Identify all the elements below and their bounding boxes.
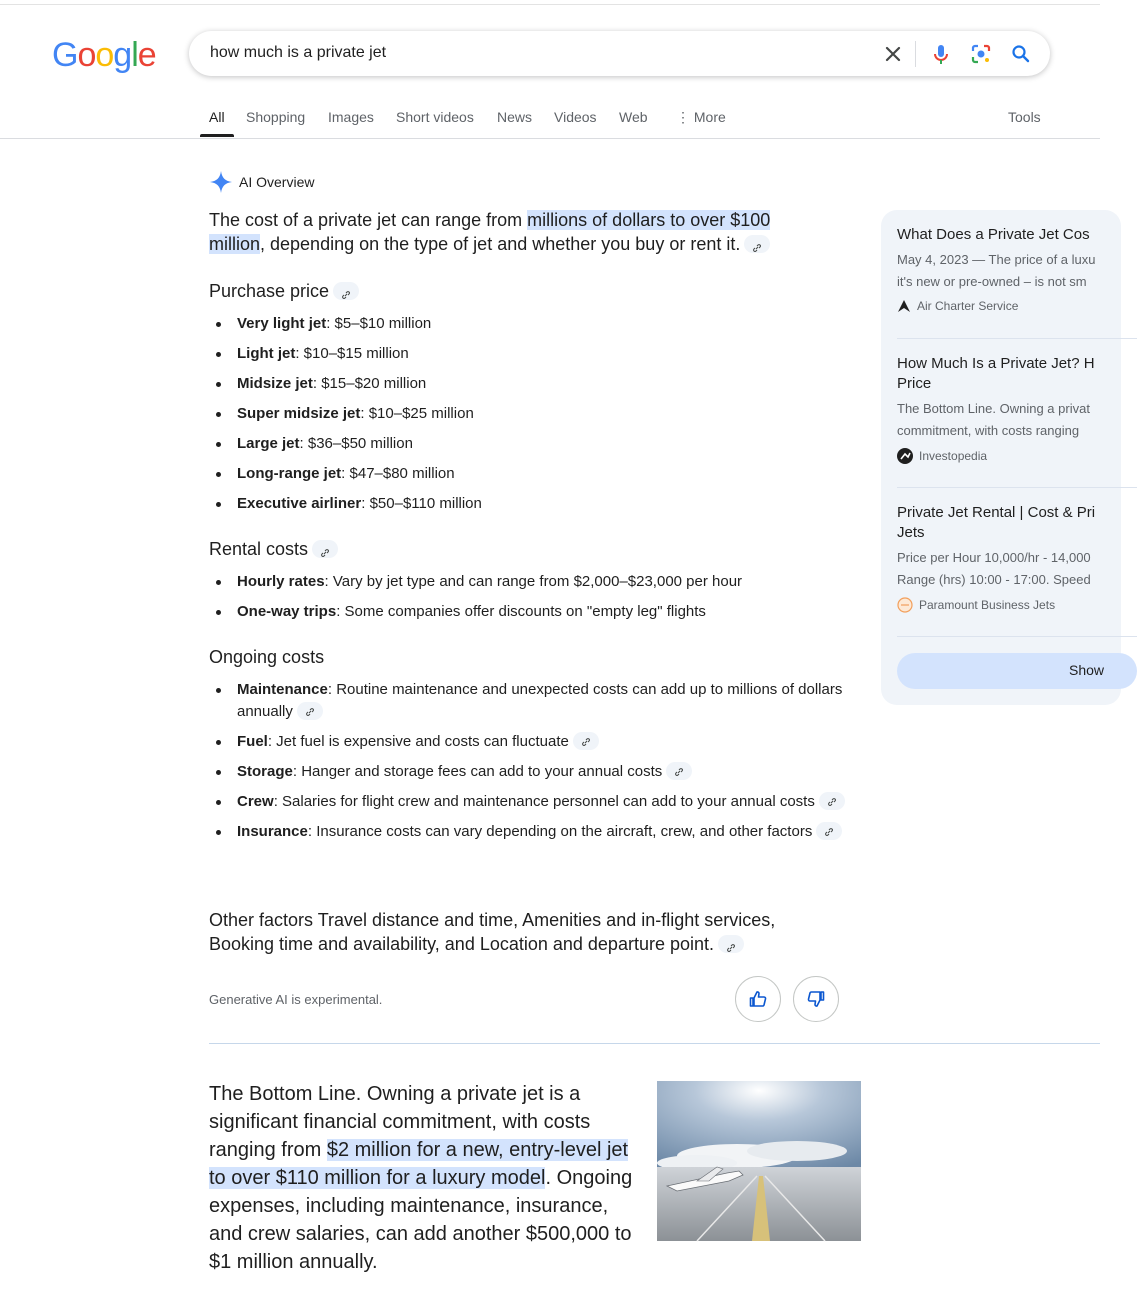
link-icon[interactable] <box>312 540 338 558</box>
source-site-name: Air Charter Service <box>917 299 1019 313</box>
source-title[interactable]: How Much Is a Private Jet? H <box>897 355 1095 372</box>
card-divider <box>897 636 1137 637</box>
ai-overview-body <box>209 208 849 256</box>
card-divider <box>897 338 1137 339</box>
ai-overview-header <box>209 170 314 194</box>
ai-overview-lead <box>209 208 799 256</box>
search-icon[interactable] <box>1007 40 1035 68</box>
purchase-list <box>209 313 849 515</box>
source-snippet: May 4, 2023 — The price of a luxu <box>897 252 1096 267</box>
show-all-label: Show <box>1069 662 1105 678</box>
tab-web[interactable]: Web <box>619 109 648 125</box>
source-site <box>897 299 1137 313</box>
private-jet-image[interactable] <box>657 1081 861 1241</box>
card-divider <box>897 487 1137 488</box>
list-item: Storage: Hanger and storage fees can add to your annual costs <box>237 761 849 783</box>
list-item: Maintenance: Routine maintenance and unexpected costs can add up to millions of dollars annually <box>237 679 849 723</box>
link-icon[interactable] <box>816 822 842 840</box>
tab-more-label: More <box>693 109 726 125</box>
list-item: Long-range jet: $47–$80 million <box>237 463 849 485</box>
tab-all[interactable]: All <box>209 109 225 125</box>
google-logo[interactable]: Google <box>52 36 156 74</box>
ai-disclaimer: Generative AI is experimental. <box>209 992 383 1007</box>
source-snippet: it's new or pre-owned – is not sm <box>897 274 1087 289</box>
list-item: Hourly rates: Vary by jet type and can range from $2,000–$23,000 per hour <box>237 571 849 593</box>
ongoing-section <box>209 645 849 843</box>
list-item: Light jet: $10–$15 million <box>237 343 849 365</box>
ongoing-list <box>209 679 849 843</box>
featured-highlight: $2 million for a new, entry-level jet to over $110 million for a luxury model <box>209 1139 629 1189</box>
thumbs-up-icon <box>748 989 768 1009</box>
source-snippet: The Bottom Line. Owning a privat <box>897 401 1090 416</box>
tab-tools[interactable]: Tools <box>1008 109 1041 125</box>
lens-icon[interactable] <box>967 40 995 68</box>
source-title-line2[interactable]: Price <box>897 375 932 392</box>
tab-videos[interactable]: Videos <box>554 109 597 125</box>
ongoing-heading: Ongoing costs <box>209 647 325 667</box>
show-all-button[interactable] <box>897 653 1137 689</box>
sources-panel <box>881 210 1121 705</box>
list-item: Insurance: Insurance costs can vary depending on the aircraft, crew, and other factors <box>237 821 849 843</box>
source-snippet: Price per Hour 10,000/hr - 14,000 <box>897 550 1091 565</box>
source-site-name: Paramount Business Jets <box>919 598 1056 612</box>
link-icon[interactable] <box>666 762 692 780</box>
sparkle-icon <box>209 170 233 194</box>
tab-news[interactable]: News <box>497 109 533 125</box>
purchase-section <box>209 279 849 515</box>
tab-shopping[interactable]: Shopping <box>246 109 306 125</box>
list-item: One-way trips: Some companies offer discounts on "empty leg" flights <box>237 601 849 623</box>
link-icon[interactable] <box>333 282 359 300</box>
featured-snippet-text <box>209 1080 639 1276</box>
link-icon[interactable] <box>297 702 323 720</box>
other-factors: Other factors Travel distance and time, Amenities and in-flight services, Booking time and availability, and Location and departure point. <box>209 910 776 954</box>
source-title[interactable]: What Does a Private Jet Cos <box>897 226 1090 243</box>
source-card[interactable] <box>897 503 1137 613</box>
list-item: Midsize jet: $15–$20 million <box>237 373 849 395</box>
list-item: Crew: Salaries for flight crew and maintenance personnel can add to your annual costs <box>237 791 849 813</box>
paramount-logo-icon <box>897 597 913 613</box>
lead-text: The cost of a private jet can range from <box>209 210 528 230</box>
featured-text-end: . Ongoing expenses, including maintenance, insurance, and crew salaries, can add another $500,000 to $1 million annually. <box>209 1167 633 1273</box>
ai-overview-label: AI Overview <box>239 174 315 190</box>
clear-icon[interactable] <box>879 40 907 68</box>
source-title[interactable]: Private Jet Rental | Cost & Pri <box>897 504 1096 521</box>
search-input[interactable]: how much is a private jet <box>210 44 387 61</box>
tab-images[interactable]: Images <box>328 109 374 125</box>
source-site <box>897 448 1137 464</box>
section-divider <box>209 1043 1100 1044</box>
thumbs-down-button[interactable] <box>793 976 839 1022</box>
source-card[interactable] <box>897 354 1137 464</box>
more-vert-icon: ⋮ <box>676 109 694 125</box>
search-tabs <box>0 100 1100 139</box>
featured-text: The Bottom Line. Owning a private jet is a significant financial commitment, with costs ranging from <box>209 1083 591 1161</box>
source-card[interactable] <box>897 225 1137 313</box>
list-item: Fuel: Jet fuel is expensive and costs can fluctuate <box>237 731 849 753</box>
purchase-heading: Purchase price <box>209 279 849 303</box>
investopedia-logo-icon <box>897 448 913 464</box>
link-icon[interactable] <box>819 792 845 810</box>
list-item: Large jet: $36–$50 million <box>237 433 849 455</box>
rental-section <box>209 537 849 623</box>
link-icon[interactable] <box>744 235 770 253</box>
source-title-line2[interactable]: Jets <box>897 524 925 541</box>
microphone-icon[interactable] <box>927 40 955 68</box>
source-site <box>897 597 1137 613</box>
tab-short-videos[interactable]: Short videos <box>396 109 474 125</box>
link-icon[interactable] <box>573 732 599 750</box>
source-snippet: Range (hrs) 10:00 - 17:00. Speed <box>897 572 1091 587</box>
search-box[interactable] <box>189 31 1050 76</box>
thumbs-down-icon <box>806 989 826 1009</box>
source-site-name: Investopedia <box>919 449 988 463</box>
rental-list <box>209 571 849 623</box>
tab-more[interactable] <box>676 109 726 126</box>
lead-text-end: , depending on the type of jet and whether you buy or rent it. <box>260 234 741 254</box>
list-item: Very light jet: $5–$10 million <box>237 313 849 335</box>
lead-highlight: millions of dollars to over $100 million <box>209 210 771 254</box>
rental-heading: Rental costs <box>209 537 849 561</box>
list-item: Executive airliner: $50–$110 million <box>237 493 849 515</box>
thumbs-up-button[interactable] <box>735 976 781 1022</box>
search-divider <box>915 41 916 67</box>
link-icon[interactable] <box>718 935 744 953</box>
source-snippet: commitment, with costs ranging <box>897 423 1080 438</box>
list-item: Super midsize jet: $10–$25 million <box>237 403 849 425</box>
active-tab-indicator <box>200 134 234 137</box>
air-charter-logo-icon <box>897 299 911 313</box>
top-divider <box>0 4 1100 5</box>
